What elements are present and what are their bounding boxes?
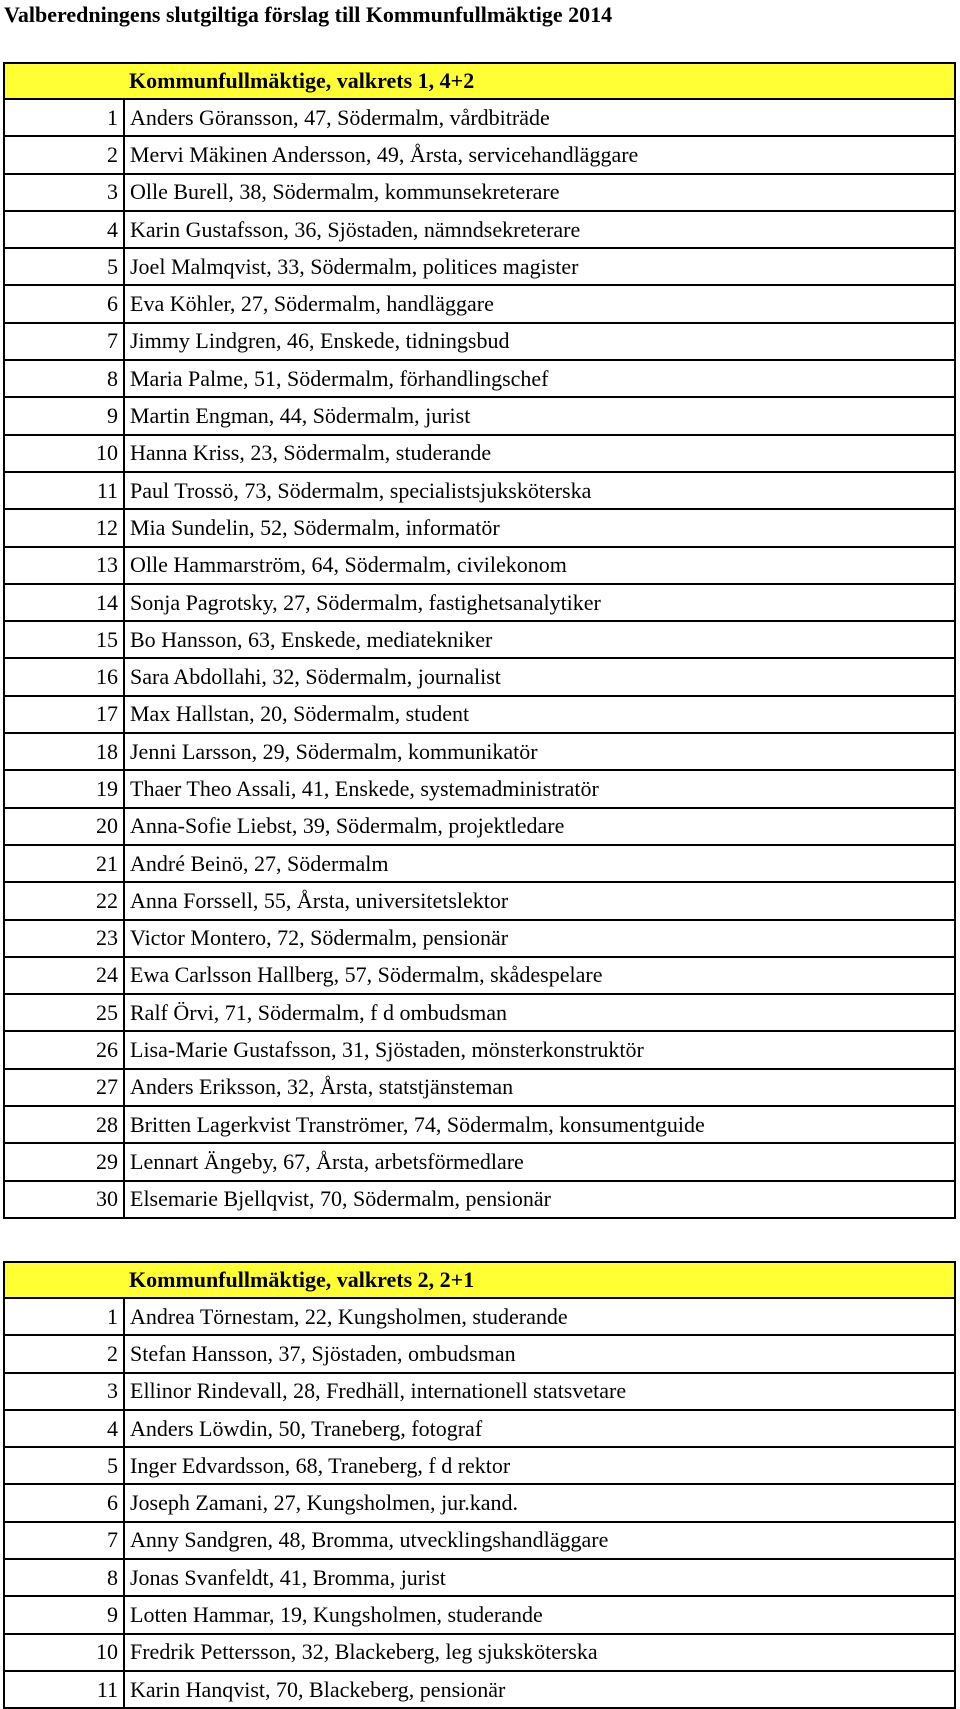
table-row xyxy=(4,323,955,360)
candidate-entry: Ellinor Rindevall, 28, Fredhäll, internationell statsvetare xyxy=(124,1373,955,1410)
rank-number: 13 xyxy=(4,547,124,584)
table-row xyxy=(4,509,955,546)
candidate-entry: Anna Forssell, 55, Årsta, universitetslektor xyxy=(124,882,955,919)
candidate-entry: Karin Gustafsson, 36, Sjöstaden, nämndsekreterare xyxy=(124,211,955,248)
table-row xyxy=(4,472,955,509)
candidate-entry: Joseph Zamani, 27, Kungsholmen, jur.kand. xyxy=(124,1484,955,1521)
table-row xyxy=(4,1522,955,1559)
table-row xyxy=(4,360,955,397)
candidate-entry: Fredrik Pettersson, 32, Blackeberg, leg sjuksköterska xyxy=(124,1634,955,1671)
page-title: Valberedningens slutgiltiga förslag till Kommunfullmäktige 2014 xyxy=(4,2,613,27)
table-row xyxy=(4,174,955,211)
candidate-entry: Paul Trossö, 73, Södermalm, specialistsjuksköterska xyxy=(124,472,955,509)
candidate-entry: Maria Palme, 51, Södermalm, förhandlingschef xyxy=(124,360,955,397)
candidate-entry: Lennart Ängeby, 67, Årsta, arbetsförmedlare xyxy=(124,1143,955,1180)
candidate-entry: Mia Sundelin, 52, Södermalm, informatör xyxy=(124,509,955,546)
table-row xyxy=(4,1181,955,1218)
table-row xyxy=(4,285,955,322)
header-blank-cell xyxy=(4,63,124,99)
candidate-entry: Jimmy Lindgren, 46, Enskede, tidningsbud xyxy=(124,323,955,360)
candidate-entry: Thaer Theo Assali, 41, Enskede, systemadministratör xyxy=(124,770,955,807)
rank-number: 23 xyxy=(4,920,124,957)
rank-number: 22 xyxy=(4,882,124,919)
rank-number: 2 xyxy=(4,1335,124,1372)
rank-number: 18 xyxy=(4,733,124,770)
rank-number: 3 xyxy=(4,1373,124,1410)
candidate-entry: Olle Burell, 38, Södermalm, kommunsekreterare xyxy=(124,174,955,211)
candidate-entry: Lotten Hammar, 19, Kungsholmen, studerande xyxy=(124,1596,955,1633)
table-row xyxy=(4,808,955,845)
candidate-entry: Sonja Pagrotsky, 27, Södermalm, fastighetsanalytiker xyxy=(124,584,955,621)
candidate-entry: Sara Abdollahi, 32, Södermalm, journalist xyxy=(124,658,955,695)
rank-number: 11 xyxy=(4,472,124,509)
rank-number: 25 xyxy=(4,994,124,1031)
candidate-entry: Eva Köhler, 27, Södermalm, handläggare xyxy=(124,285,955,322)
candidate-entry: Jenni Larsson, 29, Södermalm, kommunikatör xyxy=(124,733,955,770)
table-row xyxy=(4,920,955,957)
rank-number: 5 xyxy=(4,248,124,285)
candidate-entry: Jonas Svanfeldt, 41, Bromma, jurist xyxy=(124,1559,955,1596)
rank-number: 24 xyxy=(4,957,124,994)
candidate-entry: Mervi Mäkinen Andersson, 49, Årsta, servicehandläggare xyxy=(124,136,955,173)
table-row xyxy=(4,1143,955,1180)
rank-number: 11 xyxy=(4,1671,124,1708)
candidate-entry: Olle Hammarström, 64, Södermalm, civilekonom xyxy=(124,547,955,584)
rank-number: 6 xyxy=(4,285,124,322)
table-row xyxy=(4,696,955,733)
table-row xyxy=(4,1069,955,1106)
table-row xyxy=(4,957,955,994)
candidate-entry: Elsemarie Bjellqvist, 70, Södermalm, pensionär xyxy=(124,1181,955,1218)
table-row xyxy=(4,1484,955,1521)
table-row xyxy=(4,584,955,621)
table-row xyxy=(4,658,955,695)
candidate-entry: Anders Löwdin, 50, Traneberg, fotograf xyxy=(124,1410,955,1447)
rank-number: 3 xyxy=(4,174,124,211)
candidate-entry: Anny Sandgren, 48, Bromma, utvecklingshandläggare xyxy=(124,1522,955,1559)
table-row xyxy=(4,547,955,584)
rank-number: 30 xyxy=(4,1181,124,1218)
rank-number: 1 xyxy=(4,99,124,136)
rank-number: 12 xyxy=(4,509,124,546)
table-row xyxy=(4,397,955,434)
table-row xyxy=(4,1410,955,1447)
candidate-entry: Inger Edvardsson, 68, Traneberg, f d rektor xyxy=(124,1447,955,1484)
candidate-entry: Anders Göransson, 47, Södermalm, vårdbiträde xyxy=(124,99,955,136)
rank-number: 14 xyxy=(4,584,124,621)
table-row xyxy=(4,136,955,173)
candidate-entry: Ralf Örvi, 71, Södermalm, f d ombudsman xyxy=(124,994,955,1031)
table-row xyxy=(4,1447,955,1484)
rank-number: 20 xyxy=(4,808,124,845)
section-heading: Kommunfullmäktige, valkrets 2, 2+1 xyxy=(124,1262,955,1298)
candidate-entry: Anna-Sofie Liebst, 39, Södermalm, projektledare xyxy=(124,808,955,845)
candidate-entry: Britten Lagerkvist Tranströmer, 74, Södermalm, konsumentguide xyxy=(124,1106,955,1143)
candidate-entry: Lisa-Marie Gustafsson, 31, Sjöstaden, mönsterkonstruktör xyxy=(124,1031,955,1068)
rank-number: 10 xyxy=(4,435,124,472)
candidate-entry: Hanna Kriss, 23, Södermalm, studerande xyxy=(124,435,955,472)
rank-number: 17 xyxy=(4,696,124,733)
table-row xyxy=(4,99,955,136)
rank-number: 19 xyxy=(4,770,124,807)
table-row xyxy=(4,1596,955,1633)
candidate-entry: Stefan Hansson, 37, Sjöstaden, ombudsman xyxy=(124,1335,955,1372)
rank-number: 26 xyxy=(4,1031,124,1068)
rank-number: 29 xyxy=(4,1143,124,1180)
rank-number: 1 xyxy=(4,1298,124,1335)
rank-number: 27 xyxy=(4,1069,124,1106)
rank-number: 7 xyxy=(4,323,124,360)
table-row xyxy=(4,1559,955,1596)
candidate-entry: Ewa Carlsson Hallberg, 57, Södermalm, skådespelare xyxy=(124,957,955,994)
table-row xyxy=(4,994,955,1031)
candidate-entry: Karin Hanqvist, 70, Blackeberg, pensionär xyxy=(124,1671,955,1708)
table-header-row xyxy=(4,63,955,99)
rank-number: 4 xyxy=(4,211,124,248)
table-row xyxy=(4,770,955,807)
candidate-entry: Joel Malmqvist, 33, Södermalm, politices magister xyxy=(124,248,955,285)
rank-number: 9 xyxy=(4,397,124,434)
table-row xyxy=(4,435,955,472)
candidate-entry: Bo Hansson, 63, Enskede, mediatekniker xyxy=(124,621,955,658)
table-row xyxy=(4,1335,955,1372)
rank-number: 16 xyxy=(4,658,124,695)
rank-number: 15 xyxy=(4,621,124,658)
table-row xyxy=(4,248,955,285)
rank-number: 9 xyxy=(4,1596,124,1633)
rank-number: 28 xyxy=(4,1106,124,1143)
candidate-entry: Andrea Törnestam, 22, Kungsholmen, studerande xyxy=(124,1298,955,1335)
table-row xyxy=(4,211,955,248)
candidate-table-valkrets-2 xyxy=(3,1261,956,1709)
table-header-row xyxy=(4,1262,955,1298)
table-row xyxy=(4,1298,955,1335)
candidate-entry: Martin Engman, 44, Södermalm, jurist xyxy=(124,397,955,434)
table-row xyxy=(4,1106,955,1143)
table-row xyxy=(4,1634,955,1671)
table-row xyxy=(4,882,955,919)
table-row xyxy=(4,845,955,882)
table-row xyxy=(4,733,955,770)
candidate-entry: Max Hallstan, 20, Södermalm, student xyxy=(124,696,955,733)
candidate-table-valkrets-1 xyxy=(3,62,956,1219)
rank-number: 8 xyxy=(4,360,124,397)
table-row xyxy=(4,1031,955,1068)
table-row xyxy=(4,1373,955,1410)
rank-number: 2 xyxy=(4,136,124,173)
rank-number: 8 xyxy=(4,1559,124,1596)
rank-number: 5 xyxy=(4,1447,124,1484)
header-blank-cell xyxy=(4,1262,124,1298)
section-heading: Kommunfullmäktige, valkrets 1, 4+2 xyxy=(124,63,955,99)
rank-number: 6 xyxy=(4,1484,124,1521)
rank-number: 21 xyxy=(4,845,124,882)
candidate-entry: Victor Montero, 72, Södermalm, pensionär xyxy=(124,920,955,957)
rank-number: 10 xyxy=(4,1634,124,1671)
table-row xyxy=(4,621,955,658)
candidate-entry: Anders Eriksson, 32, Årsta, statstjänsteman xyxy=(124,1069,955,1106)
rank-number: 7 xyxy=(4,1522,124,1559)
rank-number: 4 xyxy=(4,1410,124,1447)
candidate-entry: André Beinö, 27, Södermalm xyxy=(124,845,955,882)
